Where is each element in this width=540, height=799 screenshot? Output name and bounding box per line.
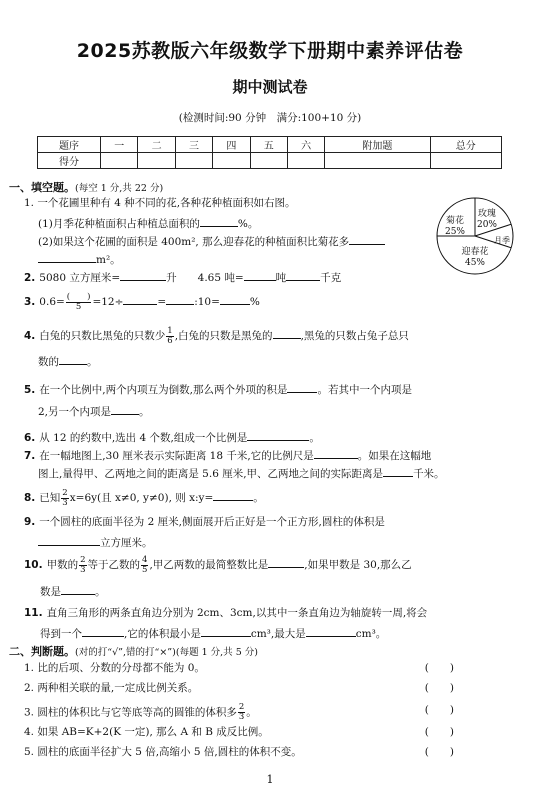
fraction-denominator: 5 [142, 564, 148, 575]
score-input-cell[interactable] [325, 153, 430, 169]
section1-note: (每空 1 分,共 22 分) [75, 183, 164, 194]
q10-text-a: 甲数的 [46, 559, 79, 571]
q2-text-b: 升 4.65 吨= [166, 272, 244, 284]
pie-label-rose: 玫瑰 [477, 209, 497, 219]
question-11 [24, 606, 512, 620]
q6-number: 6. [24, 432, 36, 444]
fraction-denominator: 5 [75, 301, 82, 312]
answer-blank[interactable] [201, 624, 251, 637]
judgment-3-tail: 。 [246, 706, 257, 719]
exam-subtitle: 期中测试卷 [232, 78, 308, 96]
q2-text-c: 吨 [275, 272, 287, 284]
q1-sub1-unit: %。 [237, 218, 259, 230]
answer-blank[interactable] [268, 555, 304, 568]
answer-blank[interactable] [166, 292, 194, 305]
answer-blank[interactable] [349, 232, 385, 245]
answer-paren[interactable]: ( ) [424, 704, 454, 716]
exam-title: 2025苏教版六年级数学下册期中素养评估卷 [76, 40, 464, 62]
question-10-cont [40, 582, 528, 599]
question-4 [24, 326, 512, 346]
score-cell: 附加题 [325, 137, 430, 153]
score-table-header-row [38, 137, 502, 153]
q3-fraction [66, 293, 92, 312]
q10-fraction-1 [79, 556, 86, 575]
fraction-numerator: ( ) [66, 291, 91, 302]
score-cell: 题序 [38, 137, 101, 153]
q7-text-d: 千米。 [413, 468, 445, 480]
answer-blank[interactable] [61, 582, 95, 595]
answer-blank[interactable] [59, 352, 87, 365]
fraction-numerator: 1 [167, 325, 173, 336]
pie-label-chinese-rose: 月季 [494, 236, 510, 245]
q10-fraction-2 [141, 556, 148, 575]
pie-value-chrysanthemum: 25% [444, 227, 466, 237]
answer-blank[interactable] [38, 533, 100, 546]
fraction-denominator: 3 [238, 712, 245, 722]
q11-number: 11. [24, 607, 43, 619]
q3-text-c: = [157, 296, 167, 308]
answer-blank[interactable] [111, 402, 139, 415]
q11-text-e: cm³。 [355, 628, 387, 640]
question-7 [24, 446, 512, 463]
q1-text: 1. 一个花圃里种有 4 种不同的花,各种花种植面积如右图。 [24, 197, 296, 209]
answer-paren[interactable]: ( ) [424, 746, 454, 758]
question-11-cont [40, 624, 528, 641]
fraction-denominator: 3 [62, 497, 68, 508]
judgment-text: 4. 如果 AB=K+2(K 一定), 那么 A 和 B 成反比例。 [24, 726, 269, 738]
score-input-cell[interactable] [287, 153, 324, 169]
question-9-cont [38, 533, 526, 550]
q6-text-a: 从 12 的约数中,选出 4 个数,组成一个比例是 [39, 432, 248, 444]
section2-note: (对的打“√”,错的打“×”)(每题 1 分,共 5 分) [75, 647, 258, 658]
score-cell: 总分 [430, 137, 501, 153]
section1-title: 一、填空题。 [9, 181, 75, 194]
q7-text-c: 图上,量得甲、乙两地之间的距离是 5.6 厘米,甲、乙两地之间的实际距离是 [38, 468, 384, 480]
q10-text-e: 数是 [40, 586, 61, 598]
q10-text-d: ,如果甲数是 30,那么乙 [304, 559, 412, 571]
pie-label-winter-jasmine: 迎春花 [461, 247, 489, 257]
q3-text-a: 0.6= [39, 296, 65, 308]
fraction-numerator: 4 [142, 554, 148, 565]
q7-number: 7. [24, 450, 36, 462]
answer-blank[interactable] [314, 446, 358, 459]
q3-number: 3. [24, 296, 36, 308]
q5-text-d: 。 [139, 406, 150, 418]
fraction-numerator: 2 [238, 702, 245, 712]
answer-paren[interactable]: ( ) [424, 682, 454, 694]
q4-text-b: ,白兔的只数是黑兔的 [174, 330, 273, 342]
section1-heading [9, 179, 163, 195]
q1-sub2-unit: m²。 [96, 254, 121, 266]
q4-text-a: 白兔的只数比黑兔的只数少 [39, 330, 166, 342]
answer-blank[interactable] [247, 428, 309, 441]
answer-blank[interactable] [306, 624, 356, 637]
exam-info: (检测时间:90 分钟 满分:100+10 分) [178, 112, 362, 124]
question-9 [24, 515, 512, 529]
answer-blank[interactable] [383, 464, 413, 477]
judgment-item [24, 681, 512, 695]
fraction-denominator: 6 [167, 335, 173, 346]
question-10 [24, 555, 512, 575]
question-5-cont [38, 402, 526, 419]
answer-blank[interactable] [82, 624, 124, 637]
answer-blank[interactable] [38, 250, 96, 263]
q4-text-c: ,黑兔的只数占兔子总只 [300, 330, 409, 342]
answer-blank[interactable] [200, 214, 238, 227]
score-cell: 二 [138, 137, 175, 153]
pie-value-rose: 20% [476, 220, 498, 230]
score-input-cell[interactable] [430, 153, 501, 169]
section2-title: 二、判断题。 [9, 645, 75, 658]
judgment-item [24, 703, 512, 722]
section2-heading [9, 643, 258, 659]
fraction-denominator: 3 [80, 564, 86, 575]
fraction-numerator: 2 [62, 487, 68, 498]
q10-number: 10. [24, 559, 43, 571]
answer-blank[interactable] [123, 292, 157, 305]
q4-text-e: 。 [87, 356, 98, 368]
score-row-label: 得分 [38, 153, 101, 169]
q5-text-a: 在一个比例中,两个内项互为倒数,那么两个外项的积是 [39, 384, 288, 396]
q8-text-b: x=6y(且 x≠0, y≠0), 则 x:y= [69, 492, 214, 504]
q7-text-a: 在一幅地图上,30 厘米表示实际距离 18 千米,它的比例尺是 [39, 450, 314, 462]
score-input-cell[interactable] [175, 153, 212, 169]
q9-text-b: 立方厘米。 [100, 537, 153, 549]
q11-text-b: 得到一个 [40, 628, 82, 640]
judgment-3-fraction [238, 703, 245, 722]
judgment-text: 3. 圆柱的体积比与它等底等高的圆锥的体积多 [24, 706, 237, 719]
q4-fraction [166, 327, 173, 346]
score-cell: 六 [287, 137, 324, 153]
q2-number: 2. [24, 272, 36, 284]
q1-sub2-text: (2)如果这个花圃的面积是 400m², 那么迎春花的种植面积比菊花多 [38, 236, 350, 248]
q9-text-a: 一个圆柱的底面半径为 2 厘米,侧面展开后正好是一个正方形,圆柱的体积是 [39, 516, 385, 528]
question-3 [24, 292, 512, 312]
q8-text-c: 。 [253, 492, 264, 504]
judgment-text: 1. 比的后项、分数的分母都不能为 0。 [24, 662, 205, 674]
judgment-item [24, 661, 512, 675]
q5-text-b: 。若其中一个内项是 [317, 384, 412, 396]
q1-sub1-text: (1)月季花种植面积占种植总面积的 [38, 218, 200, 230]
q8-number: 8. [24, 492, 36, 504]
pie-value-winter-jasmine: 45% [464, 258, 486, 268]
q6-text-b: 。 [309, 432, 320, 444]
score-input-cell[interactable] [138, 153, 175, 169]
answer-blank[interactable] [244, 268, 276, 281]
q8-fraction [61, 489, 68, 508]
score-input-cell[interactable] [250, 153, 287, 169]
question-6 [24, 428, 512, 445]
score-cell: 四 [213, 137, 250, 153]
judgment-item [24, 745, 512, 759]
judgment-text: 5. 圆柱的底面半径扩大 5 倍,高缩小 5 倍,圆柱的体积不变。 [24, 746, 302, 758]
score-cell: 五 [250, 137, 287, 153]
pie-label-chrysanthemum: 菊花 [445, 216, 465, 226]
score-cell: 一 [101, 137, 138, 153]
q3-text-d: :10= [194, 296, 220, 308]
answer-paren[interactable]: ( ) [424, 662, 454, 674]
score-table [37, 136, 502, 169]
flower-area-pie-chart [435, 196, 515, 276]
q3-text-b: =12÷ [92, 296, 124, 308]
q5-text-c: 2,另一个内项是 [38, 406, 112, 418]
answer-blank[interactable] [273, 326, 301, 339]
judgment-item [24, 725, 512, 739]
q4-number: 4. [24, 330, 36, 342]
q9-number: 9. [24, 516, 36, 528]
answer-paren[interactable]: ( ) [424, 726, 454, 738]
q8-text-a: 已知 [39, 492, 61, 504]
q7-text-b: 。如果在这幅地 [357, 450, 432, 462]
score-input-cell[interactable] [101, 153, 138, 169]
fraction-numerator: 2 [80, 554, 86, 565]
q10-text-c: ,甲乙两数的最简整数比是 [149, 559, 269, 571]
page-number: 1 [266, 773, 274, 786]
question-4-cont [38, 352, 526, 369]
answer-blank[interactable] [120, 268, 166, 281]
score-cell: 三 [175, 137, 212, 153]
q4-text-d: 数的 [38, 356, 59, 368]
answer-blank[interactable] [286, 268, 320, 281]
question-8 [24, 488, 512, 508]
q10-text-f: 。 [95, 586, 106, 598]
question-5 [24, 380, 512, 397]
q2-text-d: 千克 [320, 272, 342, 284]
score-input-cell[interactable] [213, 153, 250, 169]
q5-number: 5. [24, 384, 36, 396]
question-2 [24, 268, 512, 285]
q3-text-e: % [249, 296, 260, 308]
q2-text-a: 5080 立方厘米= [39, 272, 121, 284]
q11-text-a: 直角三角形的两条直角边分别为 2cm、3cm,以其中一条直角边为轴旋转一周,将会 [46, 607, 428, 619]
q11-text-d: cm³,最大是 [250, 628, 306, 640]
score-table-score-row [38, 153, 502, 169]
judgment-text: 2. 两种相关联的量,一定成比例关系。 [24, 682, 199, 694]
q11-text-c: ,它的体积最小是 [124, 628, 201, 640]
answer-blank[interactable] [287, 380, 317, 393]
answer-blank[interactable] [220, 292, 250, 305]
answer-blank[interactable] [213, 488, 253, 501]
question-7-cont [38, 464, 526, 481]
q10-text-b: 等于乙数的 [87, 559, 141, 571]
